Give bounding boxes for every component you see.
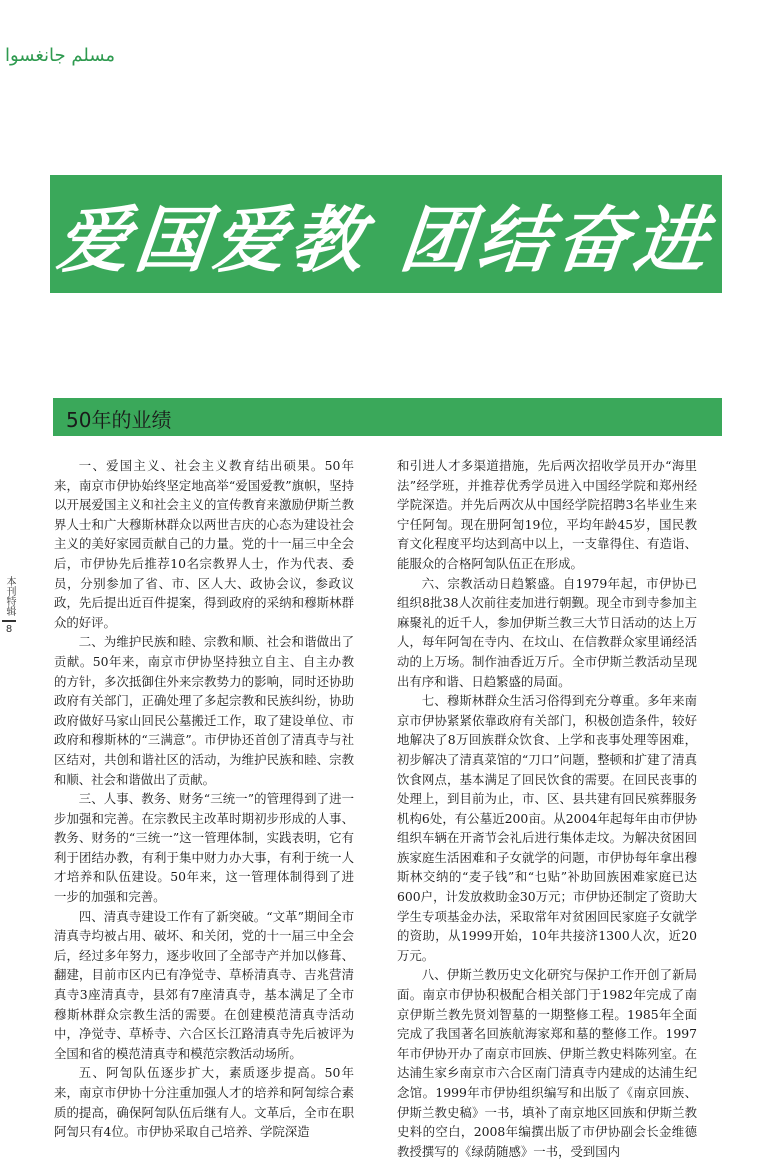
paragraph: 五、阿訇队伍逐步扩大，素质逐步提高。50年来，南京市伊协十分注重加强人才的培养和阿訇综合素质的提高，确保阿訇队伍后继有人。文革后，全市在职阿訇只有4位。市伊协采取自己培养、学院深造	[54, 1065, 354, 1140]
paragraph: 二、为维护民族和睦、宗教和顺、社会和谐做出了贡献。50年来，南京市伊协坚持独立自主、自主办教的方针，多次抵御住外来宗教势力的影响，同时还协助政府有关部门，正确处理了多起宗教和民族纠纷，协助政府做好马家山回民公墓搬迁工作，取了建设单位、市政府和穆斯林的“三满意”。市伊协还首创了清真寺与社区结对，共创和谐社区的活动，为维护民族和睦、宗教和顺、社会和谐做出了贡献。	[54, 634, 354, 787]
section-title: 50年的业绩	[66, 408, 172, 432]
calligraphy-banner	[50, 175, 722, 293]
right-column	[397, 456, 697, 1161]
paragraph-continuation: 和引进人才多渠道措施，先后两次招收学员开办“海里法”经学班，并推荐优秀学员进入中国经学院和郑州经学院深造。并先后两次从中国经学院招聘3名毕业生来宁任阿訇。现在册阿訇19位，平均年龄45岁，国民教育文化程度平均达到高中以上，一支靠得住、有造诣、能服众的合格阿訇队伍正在形成。	[397, 458, 697, 571]
masthead	[5, 45, 115, 66]
left-column	[54, 456, 354, 1142]
paragraph: 三、人事、教务、财务“三统一”的管理得到了进一步加强和完善。在宗教民主改革时期初步形成的人事、教务、财务的“三统一”这一管理体制，实践表明，它有利于团结办教，有利于集中财力办大事，有利于统一人才培养和队伍建设。50年来，这一管理体制得到了进一步的加强和完善。	[54, 791, 354, 905]
paragraph: 六、宗教活动日趋繁盛。自1979年起，市伊协已组织8批38人次前往麦加进行朝觐。现全市到寺参加主麻聚礼的近千人，参加伊斯兰教三大节日活动的达上万人，每年阿訇在寺内、在坟山、在信教群众家里诵经活动的上万场。制作油香近万斤。全市伊斯兰教活动呈现出有序和谐、日趋繁盛的局面。	[397, 575, 697, 689]
paragraph: 一、爱国主义、社会主义教育结出硕果。50年来，南京市伊协始终坚定地高举“爱国爱教”旗帜，坚持以开展爱国主义和社会主义的宣传教育来激励伊斯兰教界人士和广大穆斯林群众以两世吉庆的心态为建设社会主义的美好家园贡献自己的力量。党的十一届三中全会后，市伊协先后推荐10名宗教界人士，作为代表、委员，分别参加了省、市、区人大、政协会议，参政议政，先后提出近百件提案，得到政府的采纳和穆斯林群众的好评。	[54, 458, 354, 630]
side-page-label	[2, 576, 16, 636]
paragraph: 八、伊斯兰教历史文化研究与保护工作开创了新局面。南京市伊协积极配合相关部门于1982年完成了南京伊斯兰教先贤刘智墓的一期整修工程。1985年全面完成了我国著名回族航海家郑和墓的整修工作。1997年市伊协开办了南京市回族、伊斯兰教史料陈列室。在达浦生家乡南京市六合区南门清真寺内建成的达浦生纪念馆。1999年市伊协组织编写和出版了《南京回族、伊斯兰教史稿》一书，填补了南京地区回族和伊斯兰教史料的空白，2008年编撰出版了市伊协副会长金维德教授撰写的《绿荫随感》一书，受到国内	[397, 967, 697, 1159]
banner-calligraphy: 爱国爱教 团结奋进	[53, 197, 718, 282]
paragraph: 四、清真寺建设工作有了新突破。“文革”期间全市清真寺均被占用、破坏、和关闭，党的十一届三中全会后，经过多年努力，逐步收回了全部寺产并加以修葺、翻建，目前市区内已有净觉寺、草桥清真寺、吉兆营清真寺3座清真寺，县郊有7座清真寺，基本满足了全市穆斯林群众宗教生活的需要。在创建模范清真寺活动中，净觉寺、草桥寺、六合区长江路清真寺先后被评为全国和省的模范清真寺和模范宗教活动场所。	[54, 908, 354, 1061]
side-label-text: 本刊特辑	[4, 576, 15, 616]
masthead-title: مسلم جانغسوا	[5, 45, 116, 66]
page-number: 8	[2, 620, 16, 636]
paragraph: 七、穆斯林群众生活习俗得到充分尊重。多年来南京市伊协紧紧依靠政府有关部门，积极创造条件，较好地解决了8万回族群众饮食、上学和丧事处理等困难，初步解决了清真菜馆的“刀口”问题，整顿和扩建了清真饮食网点，基本满足了回民饮食的需要。在回民丧事的处理上，到目前为止，市、区、县共建有回民殡葬服务机构6处，有公墓近200亩。从2004年起每年由市伊协组织车辆在开斋节会礼后进行集体走坟。为解决贫困回族家庭生活困难和子女就学的问题，市伊协每年拿出穆斯林交纳的“麦子钱”和“乜贴”补助回族困难家庭已达600户，计发放救助金30万元；市伊协还制定了资助大学生专项基金办法，采取常年对贫困回民家庭子女就学的资助，从1999开始，10年共接济1300人次，近20万元。	[397, 693, 697, 963]
section-header	[53, 398, 722, 436]
